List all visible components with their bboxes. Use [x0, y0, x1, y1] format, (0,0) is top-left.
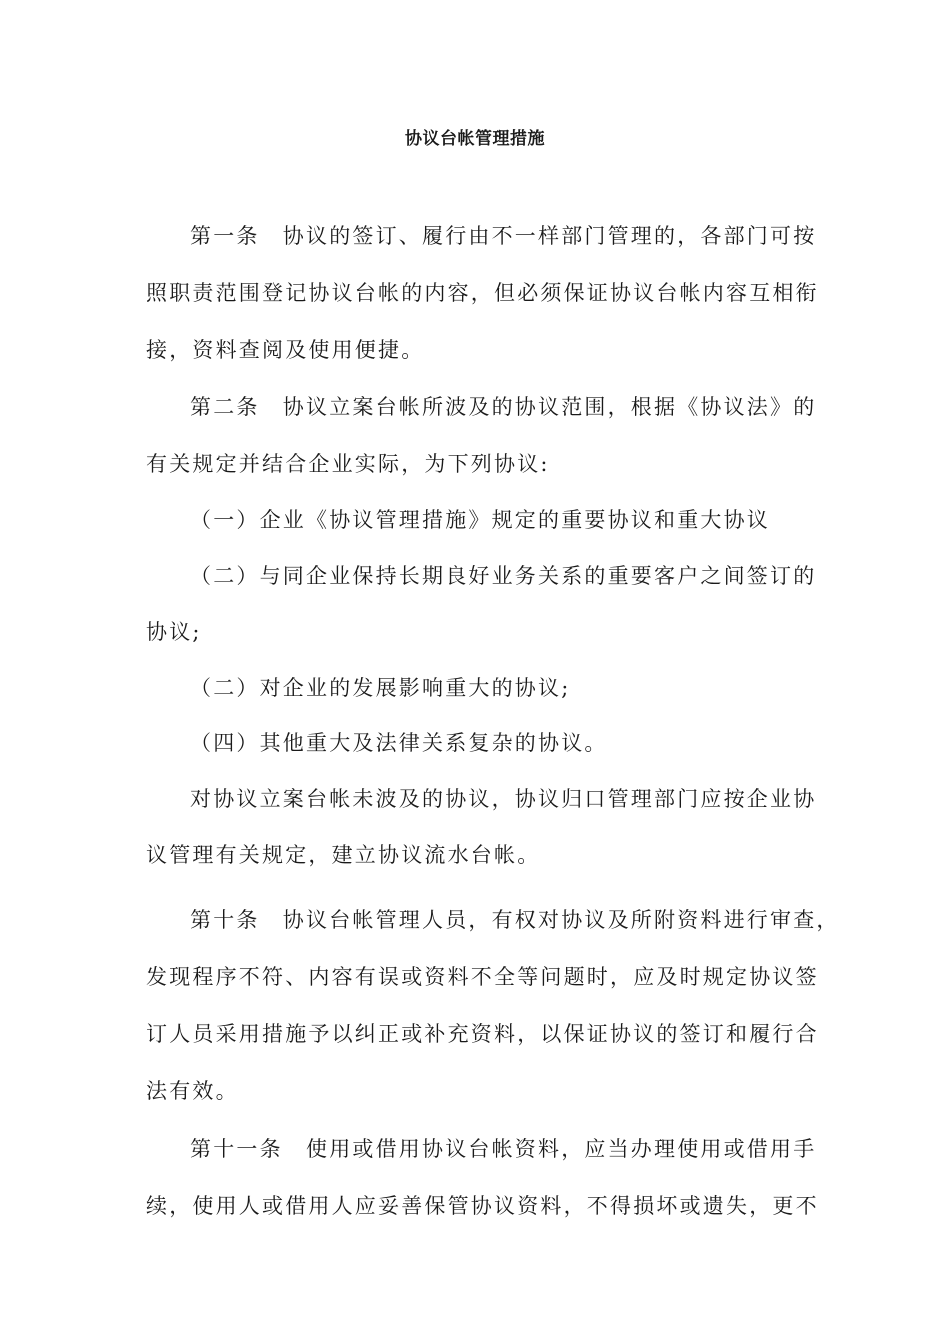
- paragraph-line: 接，资料查阅及使用便捷。: [146, 338, 425, 362]
- paragraph-line: 发现程序不符、内容有误或资料不全等问题时，应及时规定协议签: [146, 965, 819, 989]
- paragraph-line: 法有效。: [146, 1079, 239, 1103]
- paragraph-line: 续，使用人或借用人应妥善保管协议资料，不得损坏或遗失，更不: [146, 1194, 819, 1218]
- list-item-line: （一）企业《协议管理措施》规定的重要协议和重大协议: [190, 508, 770, 532]
- paragraph-line: 有关规定并结合企业实际，为下列协议:: [146, 452, 550, 476]
- paragraph-line: 第二条 协议立案台帐所波及的协议范围，根据《协议法》的: [190, 395, 817, 419]
- paragraph-line: 第十一条 使用或借用协议台帐资料，应当办理使用或借用手: [190, 1137, 817, 1161]
- paragraph-line: 照职责范围登记协议台帐的内容，但必须保证协议台帐内容互相衔: [146, 281, 819, 305]
- paragraph-line: 订人员采用措施予以纠正或补充资料，以保证协议的签订和履行合: [146, 1022, 819, 1046]
- document-title: 协议台帐管理措施: [405, 129, 545, 149]
- list-item-line: （二）对企业的发展影响重大的协议;: [190, 676, 571, 700]
- list-item-line: （二）与同企业保持长期良好业务关系的重要客户之间签订的: [190, 564, 817, 588]
- paragraph-line: 对协议立案台帐未波及的协议，协议归口管理部门应按企业协: [190, 787, 817, 811]
- list-item-line: （四）其他重大及法律关系复杂的协议。: [190, 731, 608, 755]
- list-item-line: 协议;: [146, 620, 202, 644]
- paragraph-line: 第十条 协议台帐管理人员，有权对协议及所附资料进行审查，: [190, 908, 840, 932]
- paragraph-line: 第一条 协议的签订、履行由不一样部门管理的，各部门可按: [190, 224, 817, 248]
- paragraph-line: 议管理有关规定，建立协议流水台帐。: [146, 843, 541, 867]
